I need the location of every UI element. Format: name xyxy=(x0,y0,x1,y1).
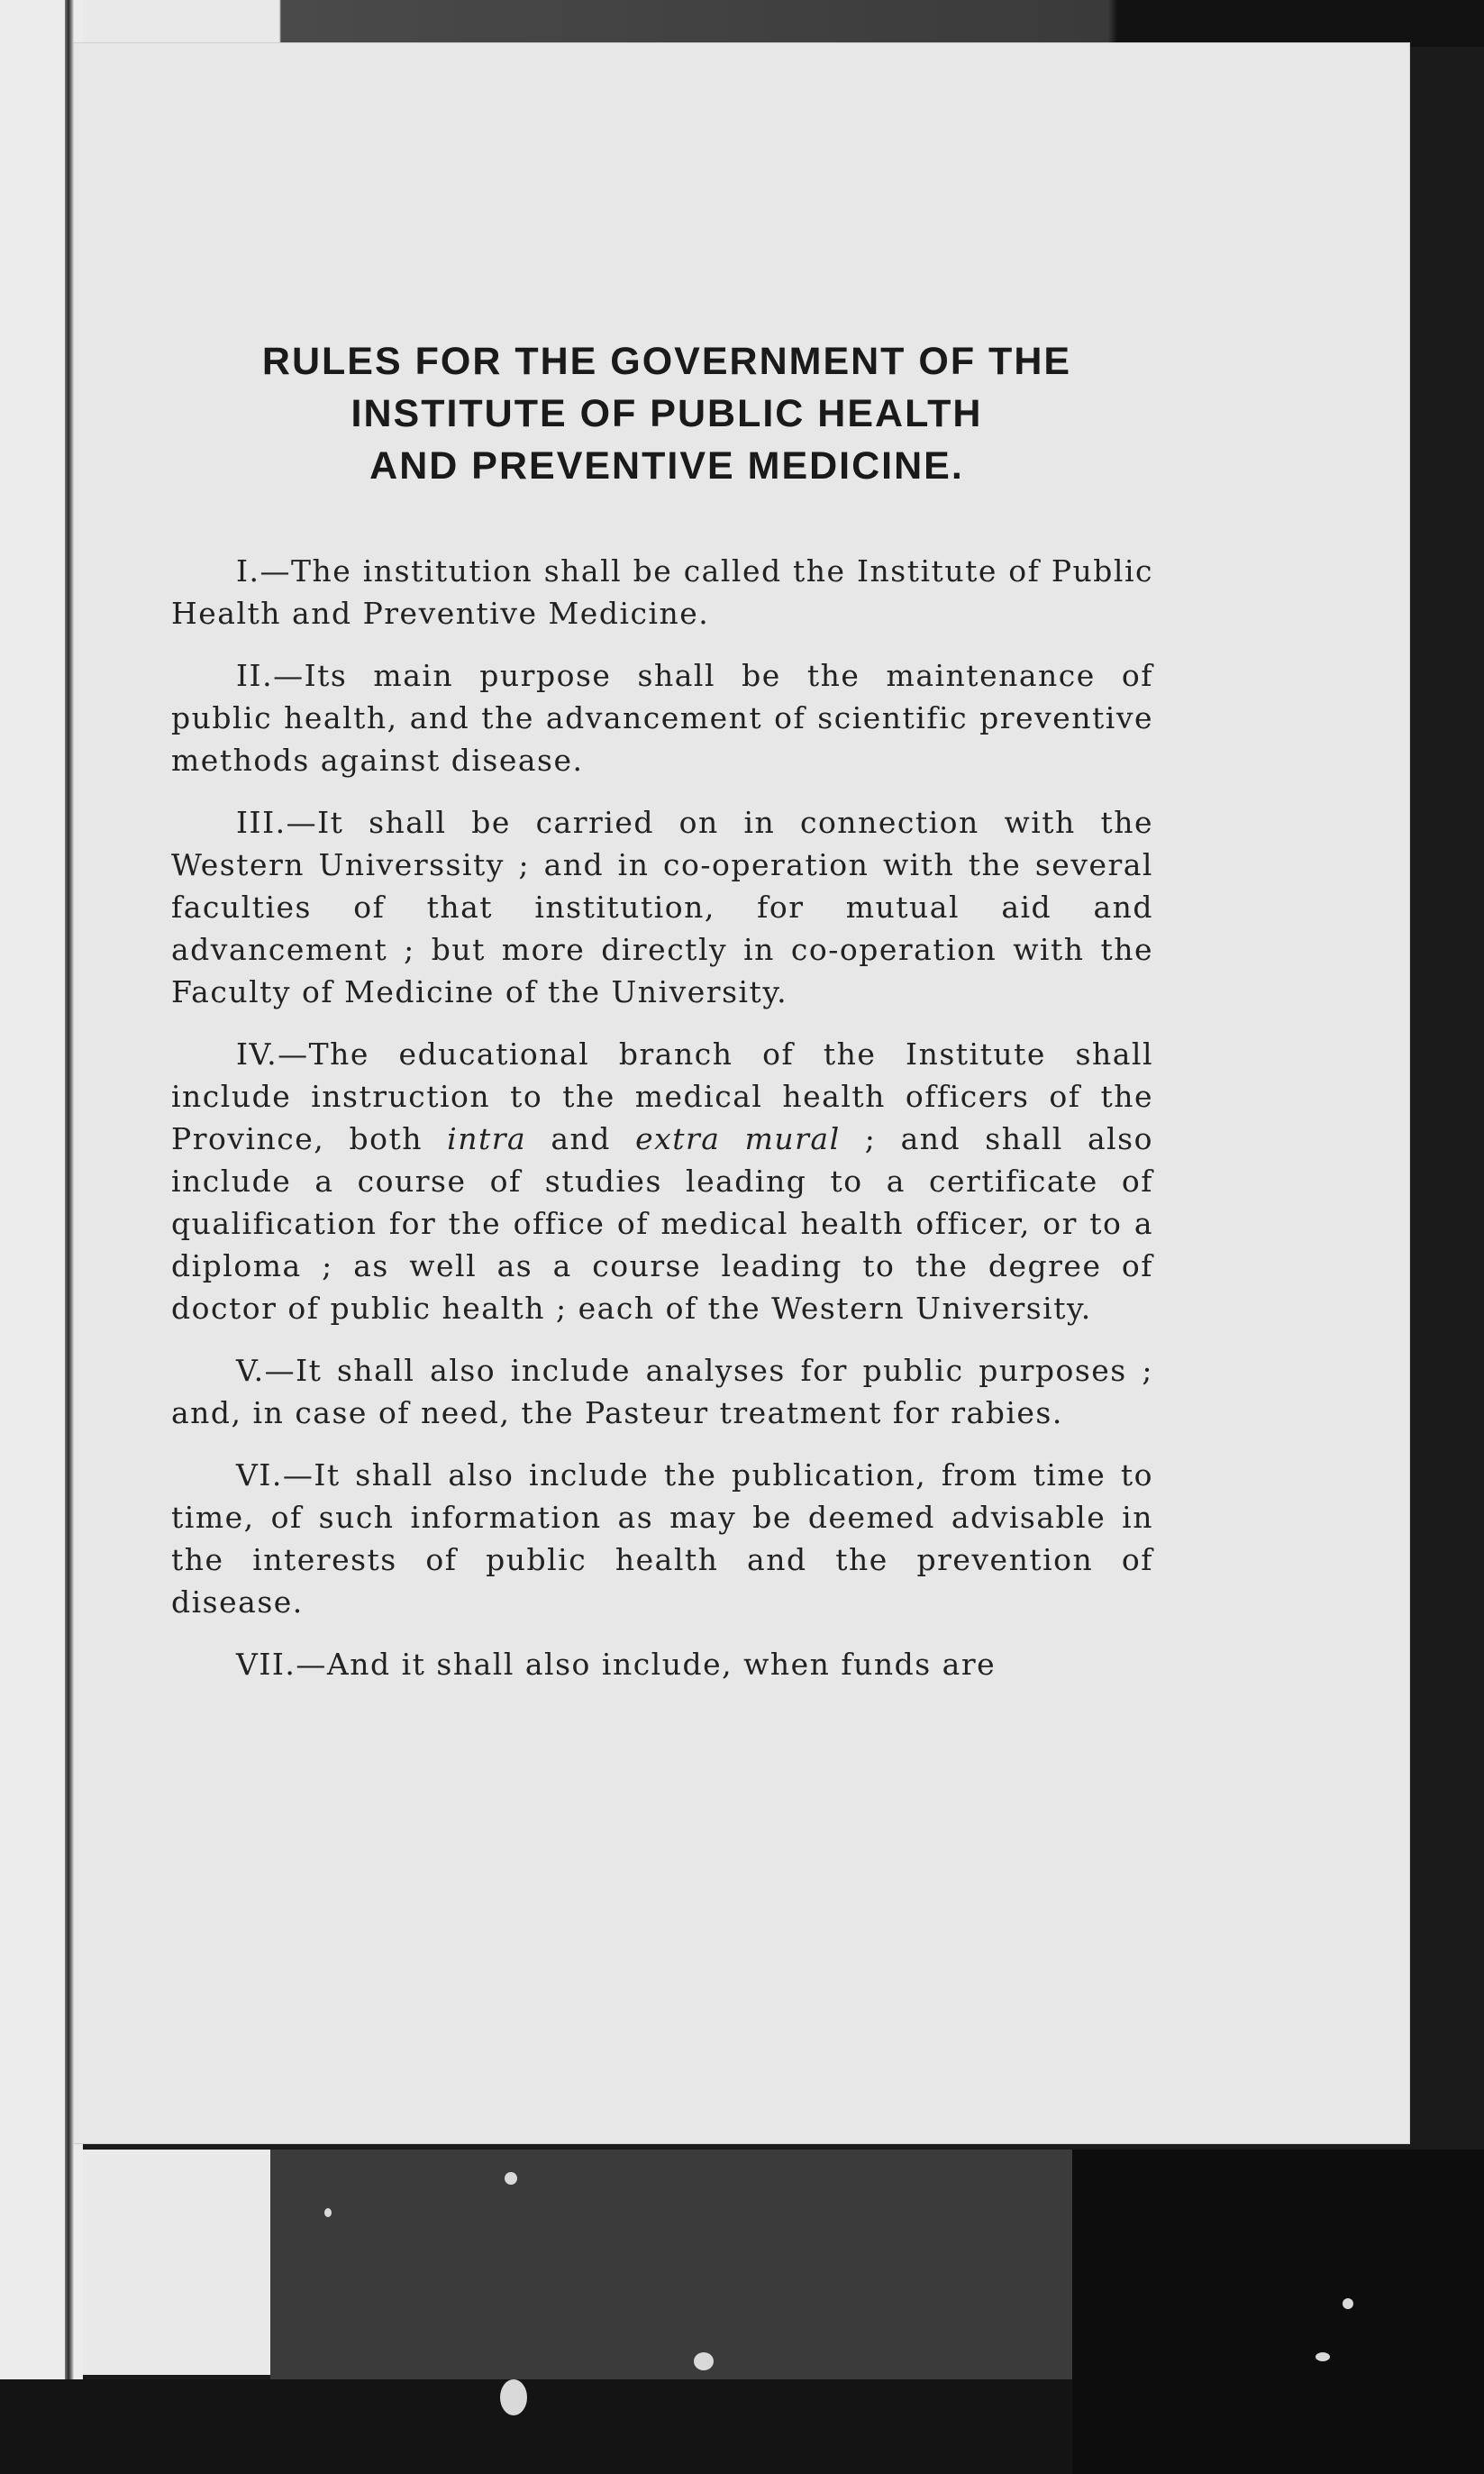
heading-line-1: RULES FOR THE GOVERNMENT OF THE xyxy=(261,340,1072,383)
rule-paragraph-1 xyxy=(171,550,1153,634)
rule-paragraph-7 xyxy=(171,1643,1153,1685)
rule-number: III. xyxy=(236,805,287,840)
rule-number: IV. xyxy=(236,1036,278,1072)
dust-speck xyxy=(1316,2352,1330,2361)
rule-number: V. xyxy=(236,1353,265,1388)
scan-bottom-dark-area xyxy=(270,2150,1072,2384)
rule-number: II. xyxy=(236,658,274,693)
rule-number: I. xyxy=(236,553,260,589)
heading-line-2: INSTITUTE OF PUBLIC HEALTH xyxy=(351,392,983,435)
rule-text: —The educational branch of the Institute shall include instruction to the medical health officers of the Province, both xyxy=(171,1036,1153,1156)
dust-speck xyxy=(505,2172,517,2185)
scan-bottom-left xyxy=(83,2150,270,2375)
scan-left-edge xyxy=(0,0,83,2474)
rule-text: —Its main purpose shall be the maintenance of public health, and the advancement of scientific preventive methods against disease. xyxy=(171,658,1153,778)
rule-paragraph-6 xyxy=(171,1454,1153,1623)
rule-italic-term: intra xyxy=(447,1121,527,1156)
rule-text: —It shall also include the publication, from time to time, of such information as may be deemed advisable in the interests of public health and the prevention of disease. xyxy=(171,1457,1153,1620)
rule-paragraph-3 xyxy=(171,801,1153,1013)
dust-speck xyxy=(324,2208,332,2217)
rule-text: —It shall also include analyses for public purposes ; and, in case of need, the Pasteur treatment for rabies. xyxy=(171,1353,1153,1430)
rules-body xyxy=(171,550,1153,1705)
rule-text: —And it shall also include, when funds are xyxy=(296,1647,997,1682)
rule-paragraph-4 xyxy=(171,1033,1153,1329)
rule-text: and xyxy=(526,1121,636,1156)
dust-speck xyxy=(694,2352,714,2370)
rule-text: ; and shall also include a course of studies leading to a certificate of qualification for the office of medical health officer, or to a diploma ; as well as a course leading to the degree of doctor of public health ; each of the Western University. xyxy=(171,1121,1153,1326)
dust-speck xyxy=(1343,2298,1353,2309)
scan-bottom-right xyxy=(1072,2150,1484,2474)
rule-text: —The institution shall be called the Institute of Public Health and Preventive Medicine. xyxy=(171,553,1153,631)
scan-top-edge xyxy=(0,0,1484,47)
rule-paragraph-5 xyxy=(171,1349,1153,1434)
document-heading xyxy=(171,335,1162,492)
rule-text: —It shall be carried on in connection with the Western Universsity ; and in co-operation with the several faculties of that institution, for mutual aid and advancement ; but more directly in co-operation with the Faculty of Medicine of the University. xyxy=(171,805,1153,1009)
scan-bottom-band xyxy=(0,2379,1072,2474)
rule-number: VI. xyxy=(236,1457,283,1493)
heading-line-3: AND PREVENTIVE MEDICINE. xyxy=(369,444,964,488)
dust-speck xyxy=(500,2379,527,2415)
rule-number: VII. xyxy=(236,1647,296,1682)
rule-paragraph-2 xyxy=(171,654,1153,781)
rule-italic-term: extra mural xyxy=(635,1121,841,1156)
